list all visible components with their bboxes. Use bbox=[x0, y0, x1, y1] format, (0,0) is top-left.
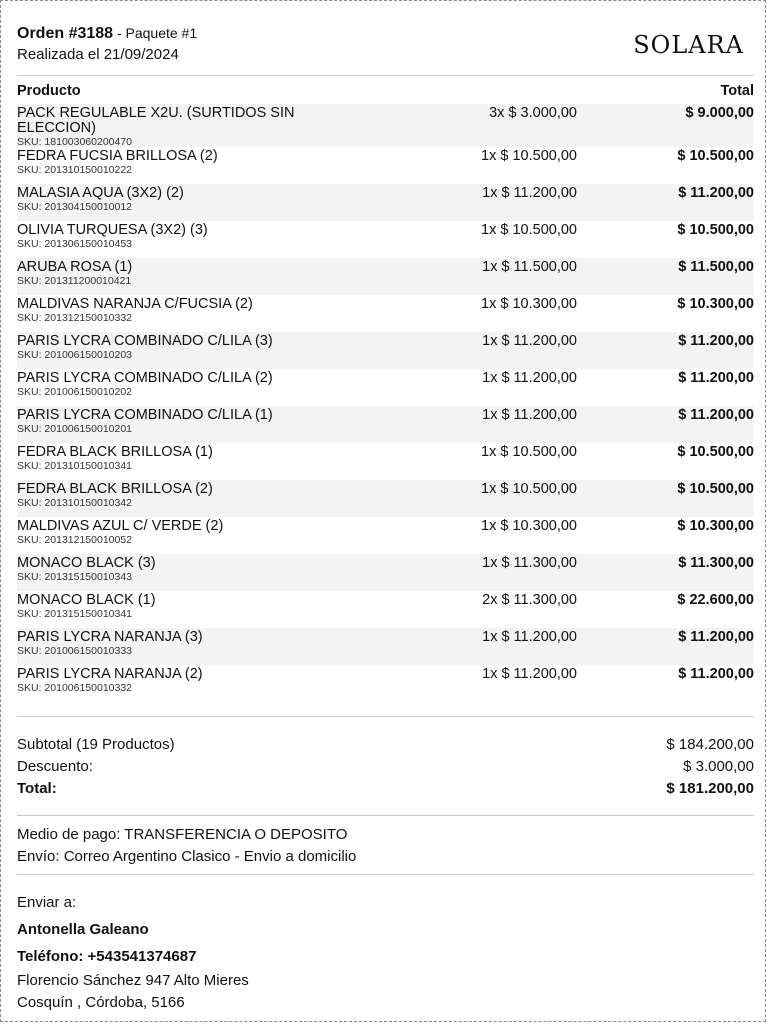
brand-logo: SOLARA bbox=[633, 31, 744, 59]
ship-to-block bbox=[17, 875, 754, 1014]
order-number: Orden #3188 bbox=[17, 25, 114, 42]
product-line-total: $ 10.500,00 bbox=[677, 481, 754, 497]
product-line-total: $ 11.500,00 bbox=[678, 259, 754, 275]
product-line-total: $ 10.300,00 bbox=[677, 518, 754, 534]
product-row bbox=[17, 332, 754, 369]
product-sku: SKU: 201006150010332 bbox=[17, 682, 133, 694]
product-cell bbox=[17, 369, 397, 406]
product-line-total: $ 10.500,00 bbox=[677, 148, 754, 164]
product-row bbox=[17, 517, 754, 554]
product-sku: SKU: 201311200010421 bbox=[17, 275, 132, 287]
product-cell bbox=[17, 628, 397, 665]
total-value: $ 181.200,00 bbox=[666, 779, 754, 797]
product-line-total: $ 22.600,00 bbox=[677, 592, 754, 608]
product-sku: SKU: 201315150010343 bbox=[17, 571, 133, 583]
product-line-total: $ 11.200,00 bbox=[678, 185, 754, 201]
product-row bbox=[17, 554, 754, 591]
product-cell bbox=[17, 665, 397, 702]
product-qty-price: 1x $ 11.200,00 bbox=[482, 629, 577, 645]
payment-shipping-info bbox=[17, 816, 754, 874]
product-sku: SKU: 201312150010332 bbox=[17, 312, 133, 324]
address-line-2: Cosquín , Córdoba, 5166 bbox=[17, 994, 185, 1011]
product-sku: SKU: 201315150010341 bbox=[17, 608, 133, 620]
product-cell bbox=[17, 517, 397, 554]
product-line-total: $ 11.200,00 bbox=[678, 370, 754, 386]
product-sku: SKU: 181003060200470 bbox=[17, 136, 133, 148]
product-cell bbox=[17, 332, 397, 369]
product-row bbox=[17, 480, 754, 517]
product-row bbox=[17, 591, 754, 628]
product-name: MONACO BLACK (1) bbox=[17, 592, 156, 608]
product-row bbox=[17, 258, 754, 295]
product-row bbox=[17, 406, 754, 443]
subtotal-label: Subtotal (19 Productos) bbox=[17, 735, 175, 753]
product-qty-price: 2x $ 11.300,00 bbox=[482, 592, 577, 608]
product-name: FEDRA BLACK BRILLOSA (1) bbox=[17, 444, 213, 460]
product-row bbox=[17, 104, 754, 147]
product-line-total: $ 9.000,00 bbox=[685, 105, 754, 121]
recipient-phone: Teléfono: +543541374687 bbox=[17, 948, 197, 965]
product-name: FEDRA FUCSIA BRILLOSA (2) bbox=[17, 148, 218, 164]
product-line-total: $ 11.200,00 bbox=[678, 666, 754, 682]
product-name: PACK REGULABLE X2U. (SURTIDOS SIN ELECCION) bbox=[17, 105, 295, 136]
shipping-method: Envío: Correo Argentino Clasico - Envio a domicilio bbox=[17, 848, 357, 865]
order-content bbox=[17, 23, 754, 1014]
total-row bbox=[17, 777, 754, 799]
product-cell bbox=[17, 295, 397, 332]
col-total-header: Total bbox=[720, 83, 754, 99]
product-row bbox=[17, 369, 754, 406]
product-sku: SKU: 201304150010012 bbox=[17, 201, 133, 213]
product-cell bbox=[17, 258, 397, 295]
product-line-total: $ 11.200,00 bbox=[678, 629, 754, 645]
product-cell bbox=[17, 443, 397, 480]
product-sku: SKU: 201006150010202 bbox=[17, 386, 133, 398]
product-line-total: $ 10.500,00 bbox=[677, 222, 754, 238]
product-qty-price: 1x $ 10.500,00 bbox=[481, 444, 577, 460]
total-label: Total: bbox=[17, 779, 57, 797]
order-date: Realizada el 21/09/2024 bbox=[17, 46, 179, 63]
product-line-total: $ 11.300,00 bbox=[678, 555, 754, 571]
product-sku: SKU: 201310150010222 bbox=[17, 164, 133, 176]
product-name: MALDIVAS AZUL C/ VERDE (2) bbox=[17, 518, 224, 534]
product-line-total: $ 10.500,00 bbox=[677, 444, 754, 460]
product-qty-price: 1x $ 11.500,00 bbox=[482, 259, 577, 275]
payment-method: Medio de pago: TRANSFERENCIA O DEPOSITO bbox=[17, 826, 348, 843]
product-sku: SKU: 201006150010201 bbox=[17, 423, 133, 435]
product-line-total: $ 11.200,00 bbox=[678, 333, 754, 349]
product-row bbox=[17, 295, 754, 332]
product-cell bbox=[17, 184, 397, 221]
product-sku: SKU: 201310150010342 bbox=[17, 497, 133, 509]
product-sku: SKU: 201006150010203 bbox=[17, 349, 133, 361]
subtotal-value: $ 184.200,00 bbox=[666, 735, 754, 753]
product-cell bbox=[17, 406, 397, 443]
product-row bbox=[17, 147, 754, 184]
recipient-name: Antonella Galeano bbox=[17, 921, 149, 938]
product-name: PARIS LYCRA COMBINADO C/LILA (2) bbox=[17, 370, 273, 386]
product-row bbox=[17, 221, 754, 258]
product-name: PARIS LYCRA COMBINADO C/LILA (1) bbox=[17, 407, 273, 423]
product-name: MALDIVAS NARANJA C/FUCSIA (2) bbox=[17, 296, 253, 312]
product-cell bbox=[17, 147, 397, 184]
product-sku: SKU: 201306150010453 bbox=[17, 238, 133, 250]
product-qty-price: 3x $ 3.000,00 bbox=[489, 105, 577, 121]
product-qty-price: 1x $ 11.200,00 bbox=[482, 407, 577, 423]
col-product-header: Producto bbox=[17, 83, 81, 99]
product-name: MALASIA AQUA (3X2) (2) bbox=[17, 185, 184, 201]
order-header bbox=[17, 23, 754, 75]
discount-value: $ 3.000,00 bbox=[683, 757, 754, 775]
product-row bbox=[17, 628, 754, 665]
product-line-total: $ 11.200,00 bbox=[678, 407, 754, 423]
product-row bbox=[17, 443, 754, 480]
totals-block bbox=[17, 733, 754, 799]
discount-row bbox=[17, 755, 754, 777]
address-line-1: Florencio Sánchez 947 Alto Mieres bbox=[17, 972, 249, 989]
product-name: FEDRA BLACK BRILLOSA (2) bbox=[17, 481, 213, 497]
product-qty-price: 1x $ 10.500,00 bbox=[481, 481, 577, 497]
product-sku: SKU: 201312150010052 bbox=[17, 534, 133, 546]
product-name: ARUBA ROSA (1) bbox=[17, 259, 133, 275]
product-qty-price: 1x $ 11.200,00 bbox=[482, 185, 577, 201]
product-qty-price: 1x $ 10.300,00 bbox=[481, 296, 577, 312]
product-cell bbox=[17, 554, 397, 591]
product-qty-price: 1x $ 11.200,00 bbox=[482, 666, 577, 682]
product-qty-price: 1x $ 11.300,00 bbox=[482, 555, 577, 571]
product-cell bbox=[17, 480, 397, 517]
discount-label: Descuento: bbox=[17, 757, 93, 775]
table-header bbox=[17, 76, 754, 104]
package-number: - Paquete #1 bbox=[113, 25, 198, 41]
product-qty-price: 1x $ 11.200,00 bbox=[482, 333, 577, 349]
product-qty-price: 1x $ 10.500,00 bbox=[481, 148, 577, 164]
product-cell bbox=[17, 591, 397, 628]
product-sku: SKU: 201310150010341 bbox=[17, 460, 133, 472]
product-cell bbox=[17, 221, 397, 258]
product-list bbox=[17, 104, 754, 702]
product-name: PARIS LYCRA NARANJA (2) bbox=[17, 666, 203, 682]
product-cell bbox=[17, 104, 397, 147]
product-row bbox=[17, 184, 754, 221]
product-name: MONACO BLACK (3) bbox=[17, 555, 156, 571]
product-name: PARIS LYCRA NARANJA (3) bbox=[17, 629, 203, 645]
ship-to-label: Enviar a: bbox=[17, 894, 77, 911]
items-divider bbox=[17, 716, 754, 717]
subtotal-row bbox=[17, 733, 754, 755]
product-sku: SKU: 201006150010333 bbox=[17, 645, 133, 657]
product-name: PARIS LYCRA COMBINADO C/LILA (3) bbox=[17, 333, 273, 349]
product-qty-price: 1x $ 11.200,00 bbox=[482, 370, 577, 386]
product-row bbox=[17, 665, 754, 702]
product-qty-price: 1x $ 10.500,00 bbox=[481, 222, 577, 238]
product-qty-price: 1x $ 10.300,00 bbox=[481, 518, 577, 534]
product-name: OLIVIA TURQUESA (3X2) (3) bbox=[17, 222, 208, 238]
product-line-total: $ 10.300,00 bbox=[677, 296, 754, 312]
